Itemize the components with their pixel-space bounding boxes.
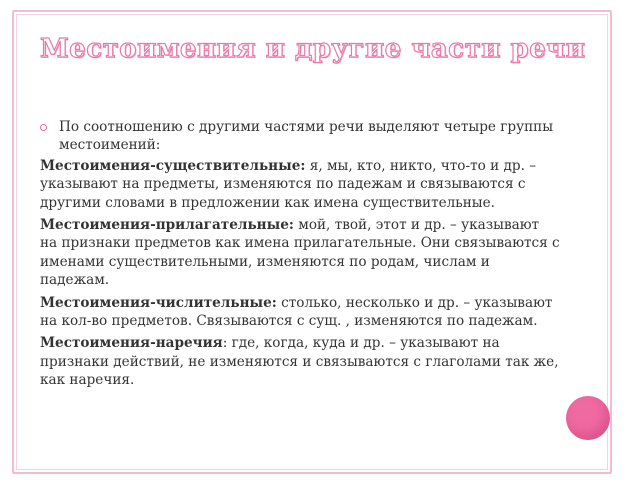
group-text: мой, твой, этот и др. – указывают на признаки предметов как имена прилагательные. Они связываются с именами существительными, изменяются по родам, числам и падежам. — [40, 217, 560, 289]
group-text: : где, когда, куда и др. – указывают на признаки действий, не изменяются и связываются с глаголами так же, как наречия. — [40, 335, 559, 389]
slide-title: Местоимения и другие части речи — [40, 34, 586, 64]
group-term: Местоимения-прилагательные: — [40, 217, 294, 234]
group-adjectives — [40, 216, 560, 290]
group-term: Местоимения-числительные: — [40, 294, 277, 311]
bullet-icon — [40, 124, 47, 131]
group-term: Местоимения-наречия — [40, 335, 223, 352]
intro-bullet — [40, 118, 560, 155]
slide-content — [40, 118, 560, 394]
intro-text: По соотношению с другими частями речи выделяют четыре группы местоимений: — [59, 119, 554, 154]
group-numerals — [40, 294, 560, 331]
group-text: я, мы, кто, никто, что-то и др. – указывают на предметы, изменяются по падежам и связываются с другими словами в предложении как имена существительные. — [40, 157, 537, 211]
group-term: Местоимения-существительные: — [40, 157, 306, 174]
decorative-circle — [566, 396, 610, 440]
group-text: столько, несколько и др. – указывают на кол-во предметов. Связываются с сущ. , изменяются по падежам. — [40, 294, 553, 330]
group-adverbs — [40, 334, 560, 389]
group-nouns — [40, 157, 560, 212]
